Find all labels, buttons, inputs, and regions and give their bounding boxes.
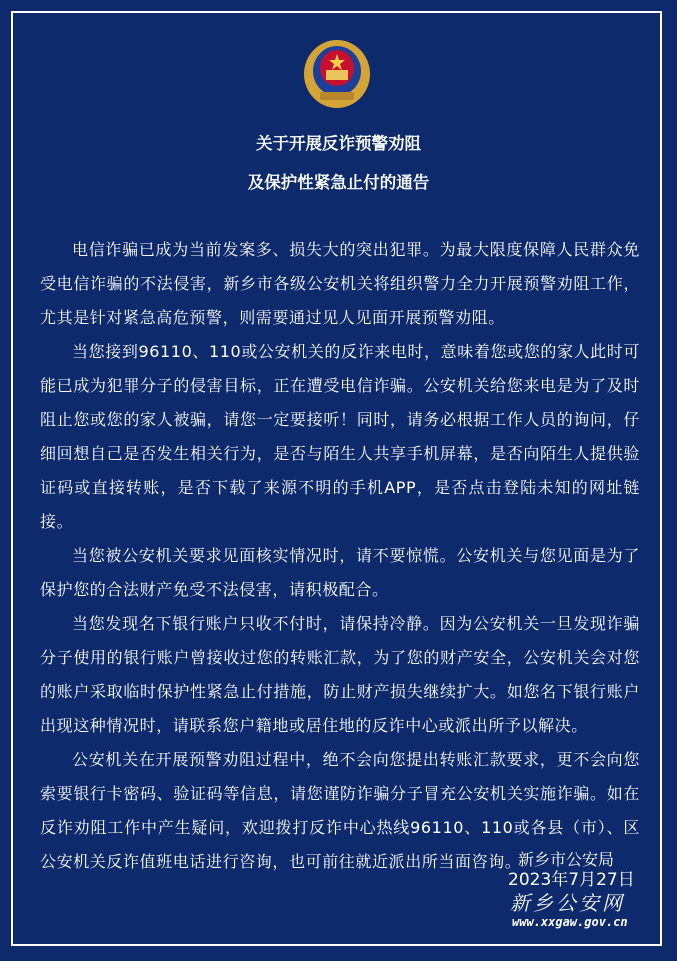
notice-title-line-2: 及保护性紧急止付的通告	[247, 173, 430, 192]
paragraph: 公安机关在开展预警劝阻过程中，绝不会向您提出转账汇款要求，更不会向您索要银行卡密码、验证码等信息，请您谨防诈骗分子冒充公安机关实施诈骗。如在反诈劝阻工作中产生疑问，欢迎拨打反诈中心热线96110、110或各县（市）、区公安机关反诈值班电话进行咨询，也可前往就近派出所当面咨询。	[40, 750, 640, 871]
paragraph: 当您发现名下银行账户只收不付时，请保持冷静。因为公安机关一旦发现诈骗分子使用的银行账户曾接收过您的转账汇款，为了您的财产安全，公安机关会对您的账户采取临时保护性紧急止付措施，防止财产损失继续扩大。如您名下银行账户出现这种情况时，请联系您户籍地或居住地的反诈中心或派出所予以解决。	[40, 614, 640, 735]
signature: 新乡市公安局	[518, 850, 615, 869]
police-emblem-icon	[302, 34, 372, 110]
paragraph: 当您接到96110、110或公安机关的反诈来电时，意味着您或您的家人此时可能已成为犯罪分子的侵害目标，正在遭受电信诈骗。公安机关给您来电是为了及时阻止您或您的家人被骗，请您一定要接听！同时，请务必根据工作人员的询问，仔细回想自己是否发生相关行为，是否与陌生人共享手机屏幕，是否向陌生人提供验证码或直接转账，是否下载了来源不明的手机APP，是否点击登陆未知的网址链接。	[40, 342, 640, 531]
watermark-url: www.xxgaw.gov.cn	[512, 915, 628, 929]
paragraph: 当您被公安机关要求见面核实情况时，请不要惊慌。公安机关与您见面是为了保护您的合法财产免受不法侵害，请积极配合。	[40, 546, 640, 599]
watermark-logo: 新乡公安网	[510, 891, 625, 915]
notice-footer	[500, 850, 655, 929]
paragraph: 电信诈骗已成为当前发案多、损失大的突出犯罪。为最大限度保障人民群众免受电信诈骗的不法侵害，新乡市各级公安机关将组织警力全力开展预警劝阻工作，尤其是针对紧急高危预警，则需要通过见人见面开展预警劝阻。	[40, 240, 640, 327]
notice-date: 2023年7月27日	[508, 870, 635, 890]
notice-title-line-1: 关于开展反诈预警劝阻	[256, 134, 421, 153]
notice-body	[40, 233, 640, 879]
